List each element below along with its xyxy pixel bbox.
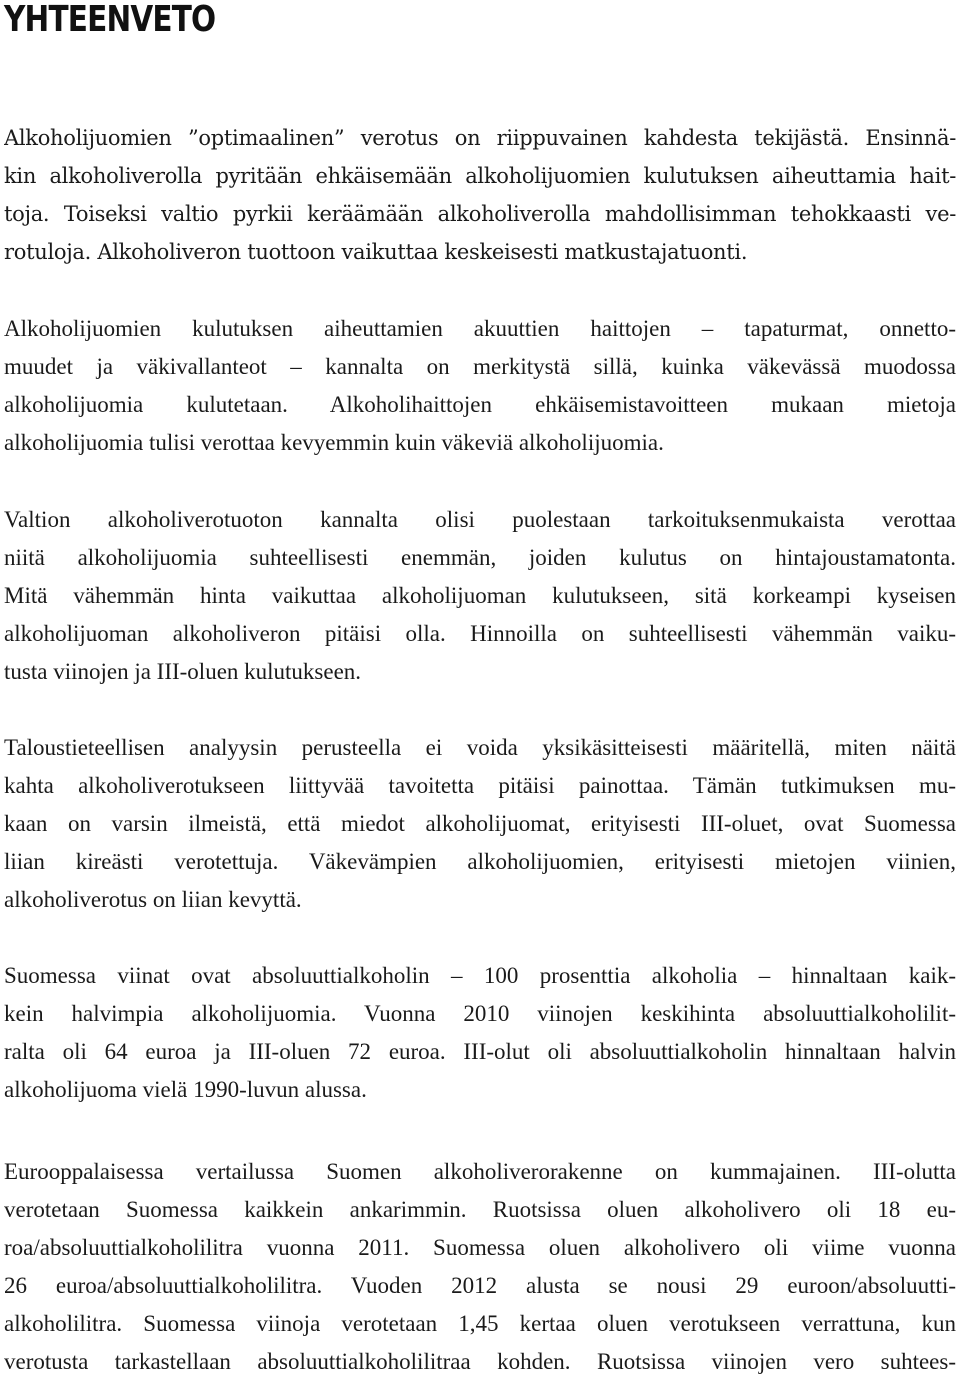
text-line: niitä alkoholijuomia suhteellisesti enemmän, joiden kulutus on hintajoustamatonta. (4, 545, 956, 570)
text-line: alkoholijuoma vielä 1990-luvun alussa. (4, 1077, 367, 1102)
text-line: kin alkoholiverolla pyritään ehkäisemään alkoholijuomien kulutuksen aiheuttamia hait- (4, 164, 956, 188)
text-line: rotuloja. Alkoholiveron tuottoon vaikuttaa keskeisesti matkustajatuonti. (4, 240, 748, 264)
page-title: YHTEENVETO (4, 0, 216, 40)
text-line: alkoholijuoman alkoholiveron pitäisi olla. Hinnoilla on suhteellisesti vähemmän vaiku- (4, 621, 956, 646)
text-line: kein halvimpia alkoholijuomia. Vuonna 2010 viinojen keskihinta absoluuttialkoholilit- (4, 1001, 956, 1026)
text-line: kaan on varsin ilmeistä, että miedot alkoholijuomat, erityisesti III-oluet, ovat Suomessa (4, 811, 956, 836)
text-line: Eurooppalaisessa vertailussa Suomen alkoholiverorakenne on kummajainen. III-olutta (4, 1159, 956, 1184)
text-line: Suomessa viinat ovat absoluuttialkoholin – 100 prosenttia alkoholia – hinnaltaan kaik- (4, 963, 956, 988)
text-line: Alkoholijuomien kulutuksen aiheuttamien akuuttien haittojen – tapaturmat, onnetto- (4, 316, 956, 341)
text-line: tusta viinojen ja III-oluen kulutukseen. (4, 659, 362, 684)
text-line: alkoholijuomia kulutetaan. Alkoholihaittojen ehkäisemistavoitteen mukaan mietoja (4, 392, 956, 417)
text-line: Valtion alkoholiverotuoton kannalta olisi puolestaan tarkoituksenmukaista verottaa (4, 507, 956, 532)
paragraph-3 (4, 501, 956, 691)
text-line: kahta alkoholiverotukseen liittyvää tavoitetta pitäisi painottaa. Tämän tutkimuksen mu- (4, 773, 956, 798)
text-line: alkoholiverotus on liian kevyttä. (4, 887, 302, 912)
paragraph-6 (4, 1153, 956, 1379)
text-line: Taloustieteellisen analyysin perusteella ei voida yksikäsitteisesti määritellä, miten näitä (4, 735, 956, 760)
text-line: 26 euroa/absoluuttialkoholilitra. Vuoden 2012 alusta se nousi 29 euroon/absoluutti- (4, 1273, 956, 1298)
text-line: verotusta tarkastellaan absoluuttialkoholilitraa kohden. Ruotsissa viinojen vero suhtees- (4, 1349, 956, 1374)
text-line: muudet ja väkivallanteot – kannalta on merkitystä sillä, kuinka väkevässä muodossa (4, 354, 956, 379)
paragraph-5 (4, 957, 956, 1109)
text-line: alkoholilitra. Suomessa viinoja verotetaan 1,45 kertaa oluen verotukseen verrattuna, kun (4, 1311, 956, 1336)
text-line: Mitä vähemmän hinta vaikuttaa alkoholijuoman kulutukseen, sitä korkeampi kyseisen (4, 583, 956, 608)
text-line: toja. Toiseksi valtio pyrkii keräämään alkoholiverolla mahdollisimman tehokkaasti ve- (4, 202, 956, 226)
text-line: alkoholijuomia tulisi verottaa kevyemmin kuin väkeviä alkoholijuomia. (4, 430, 664, 455)
text-line: roa/absoluuttialkoholilitra vuonna 2011. Suomessa oluen alkoholivero oli viime vuonna (4, 1235, 956, 1260)
paragraph-2 (4, 310, 956, 462)
text-line: Alkoholijuomien ”optimaalinen” verotus on riippuvainen kahdesta tekijästä. Ensinnä- (4, 126, 956, 150)
paragraph-4 (4, 729, 956, 919)
paragraph-1 (4, 119, 956, 271)
text-line: liian kireästi verotettuja. Väkevämpien alkoholijuomien, erityisesti mietojen viinien, (4, 849, 956, 874)
text-line: ralta oli 64 euroa ja III-oluen 72 euroa. III-olut oli absoluuttialkoholin hinnaltaan halvin (4, 1039, 956, 1064)
text-line: verotetaan Suomessa kaikkein ankarimmin. Ruotsissa oluen alkoholivero oli 18 eu- (4, 1197, 956, 1222)
